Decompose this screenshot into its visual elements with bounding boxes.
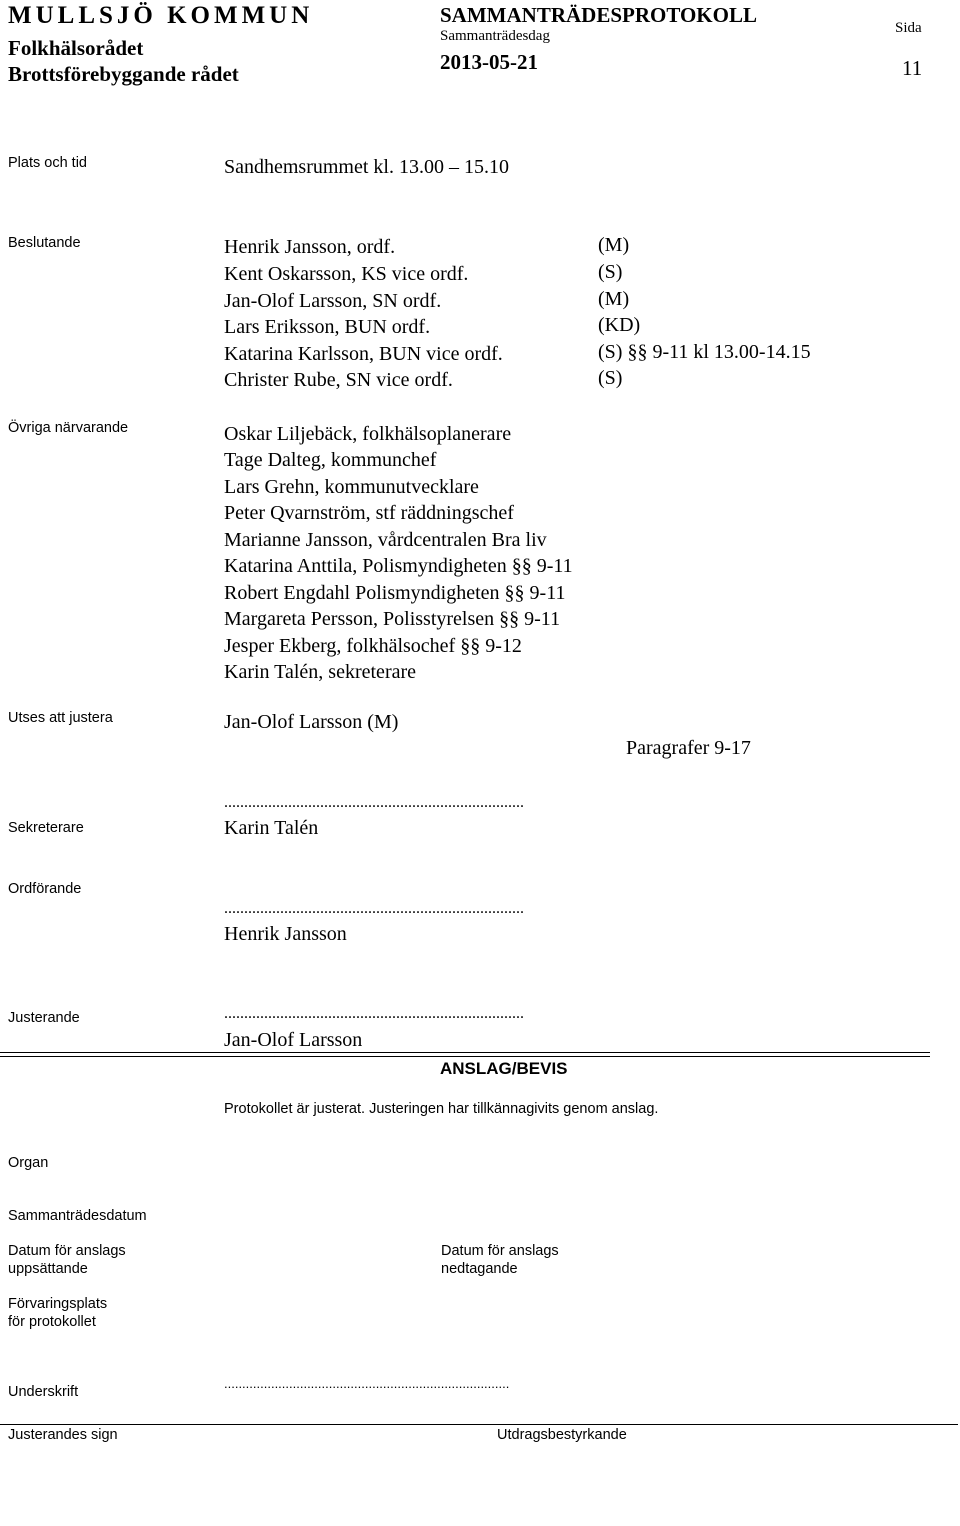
municipality-name: MULLSJÖ KOMMUN	[8, 2, 314, 29]
page-label: Sida	[895, 20, 922, 36]
adjuster-sign-footer: Justerandes sign	[8, 1427, 118, 1443]
deciding-member: Lars Eriksson, BUN ordf.	[224, 316, 431, 338]
place-value: Sandhemsrummet kl. 13.00 – 15.10	[224, 156, 509, 178]
secretary-name: Karin Talén	[224, 817, 319, 839]
chair-label: Ordförande	[8, 881, 82, 897]
signature-line: ...............................................................................	[224, 1376, 510, 1391]
storage-label-2: för protokollet	[8, 1314, 96, 1330]
extract-certifier-footer: Utdragsbestyrkande	[497, 1427, 627, 1443]
organ-label: Organ	[8, 1155, 49, 1171]
adjuster-sign-name: Jan-Olof Larsson	[224, 1029, 363, 1051]
adjuster-appointed-value: Jan-Olof Larsson (M)	[224, 711, 399, 733]
deciding-party: (KD)	[598, 314, 641, 336]
others-item: Katarina Anttila, Polismyndigheten §§ 9-11	[224, 555, 573, 577]
deciding-member: Kent Oskarsson, KS vice ordf.	[224, 263, 469, 285]
others-item: Tage Dalteg, kommunchef	[224, 449, 437, 471]
footer-rule	[0, 1424, 958, 1425]
deciding-member: Jan-Olof Larsson, SN ordf.	[224, 290, 442, 312]
board-name-1: Folkhälsorådet	[8, 36, 144, 60]
meeting-day-label: Sammanträdesdag	[440, 28, 550, 44]
board-name-2: Brottsförebyggande rådet	[8, 62, 239, 86]
deciding-member: Katarina Karlsson, BUN vice ordf.	[224, 343, 503, 365]
removed-label-2: nedtagande	[441, 1261, 518, 1277]
others-item: Karin Talén, sekreterare	[224, 661, 417, 683]
posted-label: Datum för anslags	[8, 1243, 126, 1259]
chair-name: Henrik Jansson	[224, 923, 347, 945]
notice-statement: Protokollet är justerat. Justeringen har tillkännagivits genom anslag.	[224, 1101, 659, 1117]
signature-label: Underskrift	[8, 1384, 79, 1400]
notice-title: ANSLAG/BEVIS	[440, 1059, 568, 1078]
removed-label: Datum för anslags	[441, 1243, 559, 1259]
signature-line: ...........................................................................	[224, 900, 524, 917]
document-title: SAMMANTRÄDESPROTOKOLL	[440, 3, 757, 27]
meeting-date: 2013-05-21	[440, 50, 538, 74]
others-label: Övriga närvarande	[8, 420, 129, 436]
deciding-party: (S) §§ 9-11 kl 13.00-14.15	[598, 341, 811, 363]
deciding-member: Christer Rube, SN vice ordf.	[224, 369, 453, 391]
others-item: Oskar Liljebäck, folkhälsoplanerare	[224, 423, 512, 445]
others-item: Margareta Persson, Polisstyrelsen §§ 9-11	[224, 608, 561, 630]
storage-label: Förvaringsplats	[8, 1296, 108, 1312]
page-number: 11	[902, 56, 923, 80]
deciding-party: (S)	[598, 261, 623, 283]
signature-line: ...........................................................................	[224, 1005, 524, 1022]
paragraphs-range: Paragrafer 9-17	[626, 737, 751, 759]
deciding-party: (M)	[598, 234, 630, 256]
others-item: Jesper Ekberg, folkhälsochef §§ 9-12	[224, 635, 522, 657]
deciding-member: Henrik Jansson, ordf.	[224, 236, 396, 258]
adjuster-appointed-label: Utses att justera	[8, 710, 113, 726]
others-item: Marianne Jansson, vårdcentralen Bra liv	[224, 529, 547, 551]
deciding-party: (M)	[598, 288, 630, 310]
adjuster-sign-label: Justerande	[8, 1010, 80, 1026]
deciding-party: (S)	[598, 367, 623, 389]
place-label: Plats och tid	[8, 155, 87, 171]
notice-divider	[0, 1052, 930, 1057]
posted-label-2: uppsättande	[8, 1261, 88, 1277]
deciding-label: Beslutande	[8, 235, 81, 251]
secretary-label: Sekreterare	[8, 820, 84, 836]
signature-line: ...........................................................................	[224, 794, 524, 811]
others-item: Robert Engdahl Polismyndigheten §§ 9-11	[224, 582, 566, 604]
meeting-date-label: Sammanträdesdatum	[8, 1208, 147, 1224]
others-item: Lars Grehn, kommunutvecklare	[224, 476, 479, 498]
others-item: Peter Qvarnström, stf räddningschef	[224, 502, 514, 524]
